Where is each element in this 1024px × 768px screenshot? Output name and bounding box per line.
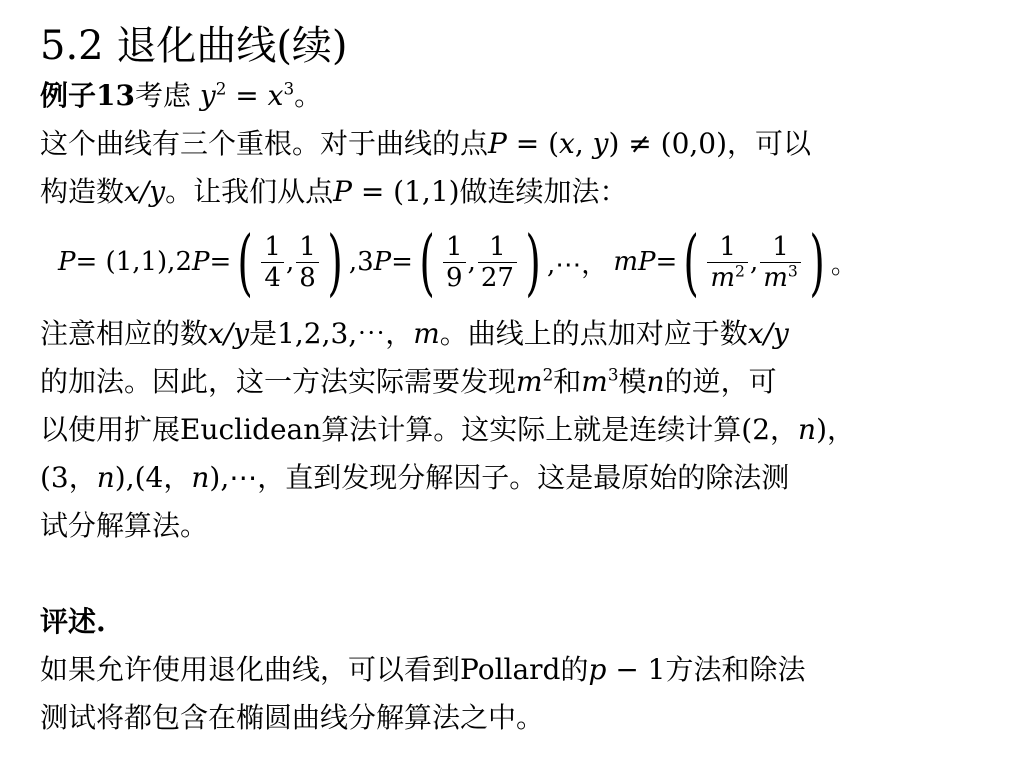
text-run: 。让我们从点	[165, 175, 334, 208]
text-run: 的逆，可	[664, 365, 777, 398]
right-paren: )	[809, 220, 825, 304]
math-var: P	[333, 175, 352, 208]
math-var: y	[592, 127, 609, 160]
math-exponent: 2	[215, 78, 227, 99]
math-var: mP	[613, 247, 656, 277]
punctuation: 。	[294, 79, 323, 112]
text-run: 以使用扩展Euclidean算法计算。这实际上就是连续计算(2，	[40, 413, 799, 446]
fraction	[443, 232, 466, 293]
text-run: 构造数	[40, 175, 125, 208]
text-run: = (1,1)做连续加法：	[351, 175, 628, 208]
math-text: = (	[506, 127, 560, 160]
math-var: P	[192, 247, 210, 277]
math-exponent: 2	[542, 364, 554, 385]
math-var: m	[581, 365, 608, 398]
math-text: ,	[574, 127, 593, 160]
math-var: n	[191, 461, 210, 494]
math-var: n	[646, 365, 665, 398]
math-var: m	[413, 317, 440, 350]
fraction	[261, 232, 284, 293]
math-var: n	[96, 461, 115, 494]
denominator	[760, 262, 801, 293]
fraction	[760, 232, 801, 293]
math-var: n	[798, 413, 817, 446]
text-run: )，	[816, 413, 856, 446]
math-var: x	[267, 79, 284, 112]
numerator: 1	[489, 231, 506, 262]
math-text: = (1,1),2	[75, 247, 192, 277]
formula-sequence	[58, 222, 857, 302]
fraction	[478, 232, 517, 293]
left-paren: (	[419, 220, 435, 304]
comma: ,	[467, 247, 476, 277]
numerator: 1	[772, 231, 789, 262]
denominator: 27	[478, 262, 517, 293]
denominator	[707, 262, 748, 293]
paragraph-line	[40, 126, 811, 162]
math-var: y	[199, 79, 216, 112]
text-run: − 1方法和除法	[606, 653, 806, 686]
text-run: ),⋯，直到发现分解因子。这是最原始的除法测	[209, 461, 790, 494]
example-label: 例子13	[40, 79, 135, 112]
math-var: m	[516, 365, 543, 398]
math-var: m	[763, 262, 788, 293]
right-paren: )	[525, 220, 541, 304]
math-var: x/y	[747, 317, 789, 350]
comma: ,	[285, 247, 295, 277]
math-var: x/y	[124, 175, 166, 208]
math-var: m	[710, 262, 736, 293]
text-run: 测试将都包含在椭圆曲线分解算法之中。	[40, 701, 545, 734]
math-var: P	[488, 127, 507, 160]
denominator: 9	[443, 262, 466, 293]
numerator: 1	[446, 231, 463, 262]
text-run: 这个曲线有三个重根。对于曲线的点	[40, 127, 489, 160]
fraction	[707, 232, 748, 293]
denominator: 8	[296, 262, 319, 293]
math-var: p	[588, 653, 607, 686]
numerator: 1	[264, 231, 281, 262]
text-run: 注意相应的数	[40, 317, 209, 350]
text-run: (3，	[40, 461, 97, 494]
math-operator: =	[209, 247, 232, 277]
text-run: 如果允许使用退化曲线，可以看到Pollard的	[40, 653, 589, 686]
remark-label: 评述.	[40, 605, 106, 638]
paragraph-line	[40, 652, 806, 688]
text-run: 和	[553, 365, 582, 398]
math-var: P	[373, 247, 392, 277]
paragraph-line	[40, 508, 208, 544]
math-var: x/y	[208, 317, 250, 350]
example-line	[40, 78, 322, 114]
text-run: 是1,2,3,⋯，	[249, 317, 414, 350]
text-run: 试分解算法。	[40, 509, 209, 542]
left-paren: (	[237, 220, 254, 304]
numerator: 1	[299, 231, 316, 262]
math-exponent: 2	[735, 261, 745, 280]
left-paren: (	[683, 220, 700, 304]
example-text: 考虑	[134, 79, 200, 112]
math-exponent: 3	[607, 364, 619, 385]
paragraph-line	[40, 364, 777, 400]
right-paren: )	[327, 220, 343, 304]
math-text: ,3	[348, 247, 374, 277]
denominator: 4	[261, 262, 284, 293]
math-exponent: 3	[283, 78, 295, 99]
slide-title: 5.2 退化曲线(续)	[40, 23, 348, 69]
paragraph-line	[40, 174, 628, 210]
comma: ,	[749, 247, 759, 277]
math-text: ) ≠ (0,0)，可以	[608, 127, 812, 160]
math-var: P	[58, 247, 76, 277]
math-exponent: 3	[787, 261, 798, 280]
paragraph-line	[40, 460, 789, 496]
math-operator: =	[391, 247, 413, 277]
math-operator: =	[655, 247, 678, 277]
fraction	[296, 232, 319, 293]
paragraph-line	[40, 412, 855, 448]
numerator: 1	[719, 231, 736, 262]
text-run: ),(4，	[114, 461, 192, 494]
math-var: x	[559, 127, 575, 160]
paragraph-line	[40, 316, 789, 352]
text-run: 的加法。因此，这一方法实际需要发现	[40, 365, 517, 398]
paragraph-line	[40, 700, 544, 736]
text-run: 模	[618, 365, 647, 398]
punctuation: 。	[830, 249, 857, 280]
math-operator: =	[226, 79, 268, 112]
text-run: 。曲线上的点加对应于数	[439, 317, 748, 350]
math-text: ,⋯，	[547, 249, 608, 280]
